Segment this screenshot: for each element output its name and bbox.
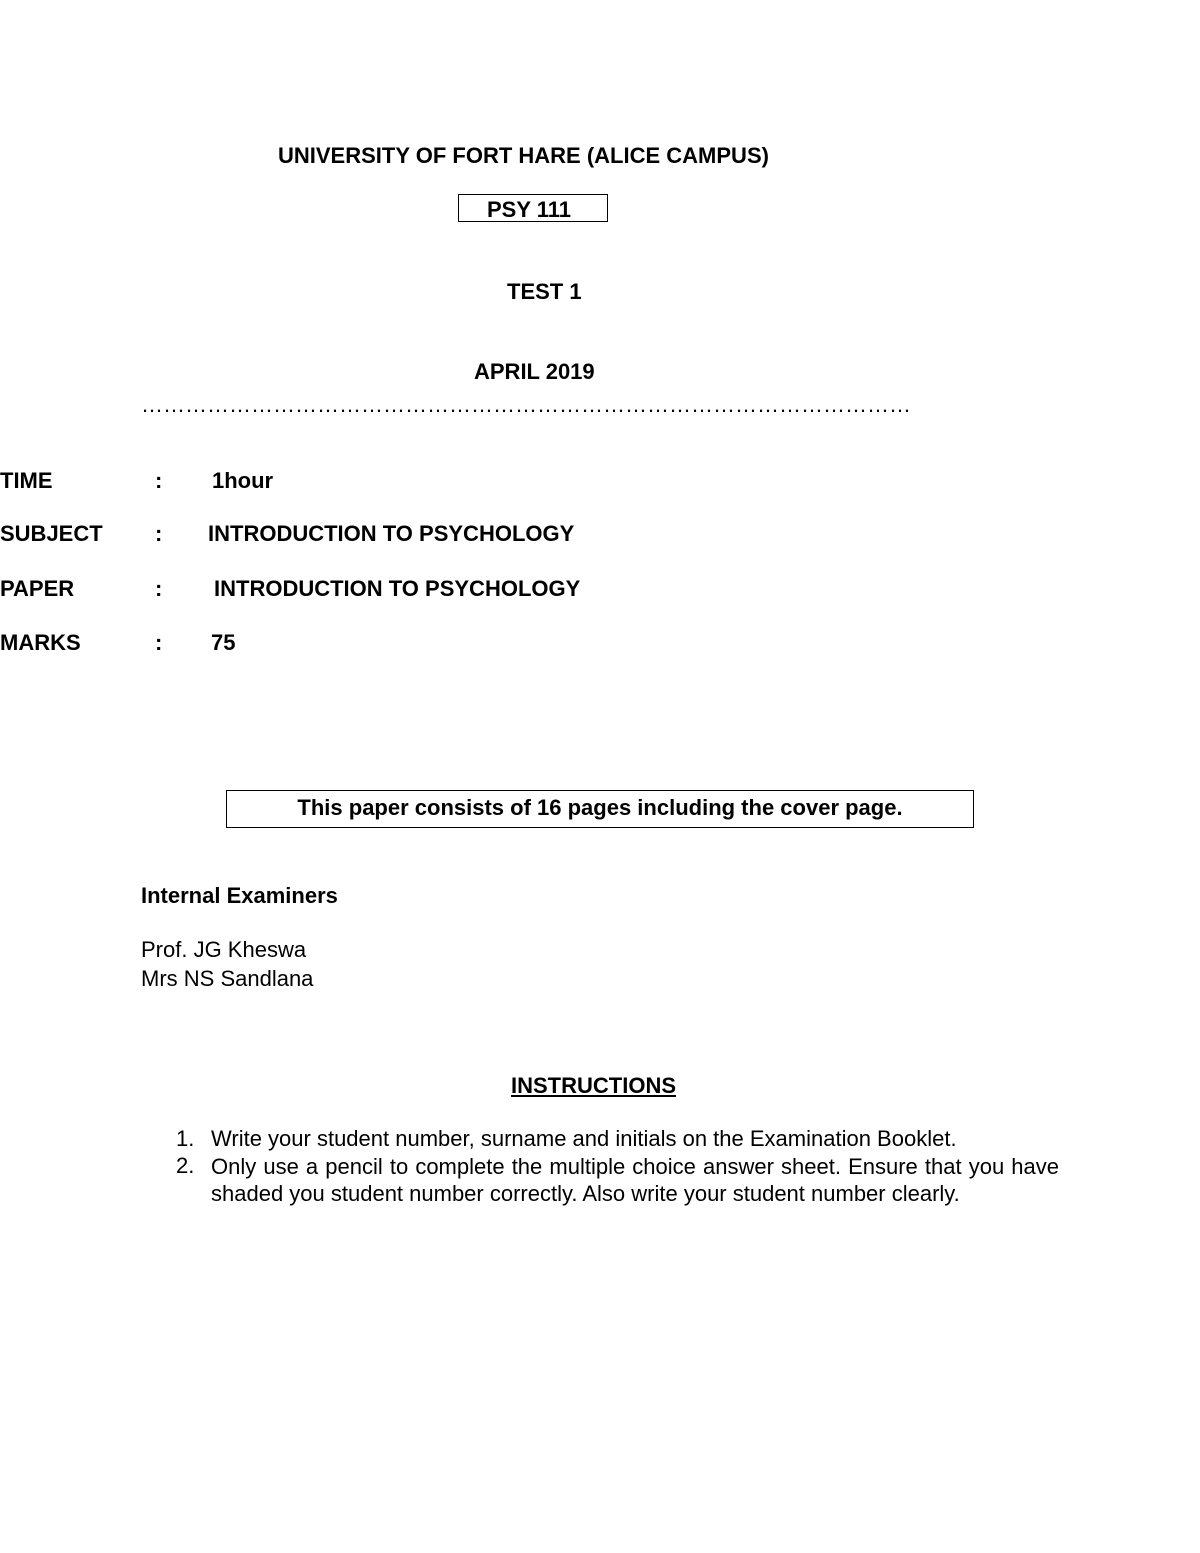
detail-colon: : — [155, 576, 163, 601]
instruction-number: 2. — [176, 1153, 195, 1178]
instructions-heading: INSTRUCTIONS — [511, 1073, 676, 1098]
examiner-name: Mrs NS Sandlana — [141, 966, 314, 991]
examiner-name: Prof. JG Kheswa — [141, 937, 307, 962]
dotted-rule: …………………………………………………………………………………………… — [141, 392, 911, 417]
instruction-text: Only use a pencil to complete the multiple choice answer sheet. Ensure that you have shaded you student number correctly. Also write your student number clearly. — [211, 1154, 1059, 1206]
detail-colon: : — [155, 630, 163, 655]
detail-colon: : — [155, 468, 163, 493]
detail-value: 75 — [211, 630, 236, 655]
test-title: TEST 1 — [507, 279, 582, 304]
detail-label: MARKS — [0, 630, 81, 655]
examiners-heading: Internal Examiners — [141, 883, 338, 908]
detail-value: INTRODUCTION TO PSYCHOLOGY — [208, 521, 575, 546]
course-code: PSY 111 — [487, 197, 572, 222]
detail-value: INTRODUCTION TO PSYCHOLOGY — [214, 576, 581, 601]
instruction-number: 1. — [176, 1126, 195, 1151]
detail-label: SUBJECT — [0, 521, 103, 546]
detail-colon: : — [155, 521, 163, 546]
pages-note: This paper consists of 16 pages including the cover page. — [297, 795, 903, 820]
detail-label: TIME — [0, 468, 53, 493]
university-title: UNIVERSITY OF FORT HARE (ALICE CAMPUS) — [278, 143, 769, 168]
test-date: APRIL 2019 — [474, 359, 595, 384]
instruction-text: Write your student number, surname and initials on the Examination Booklet. — [211, 1126, 957, 1151]
detail-label: PAPER — [0, 576, 75, 601]
detail-value: 1hour — [212, 468, 274, 493]
